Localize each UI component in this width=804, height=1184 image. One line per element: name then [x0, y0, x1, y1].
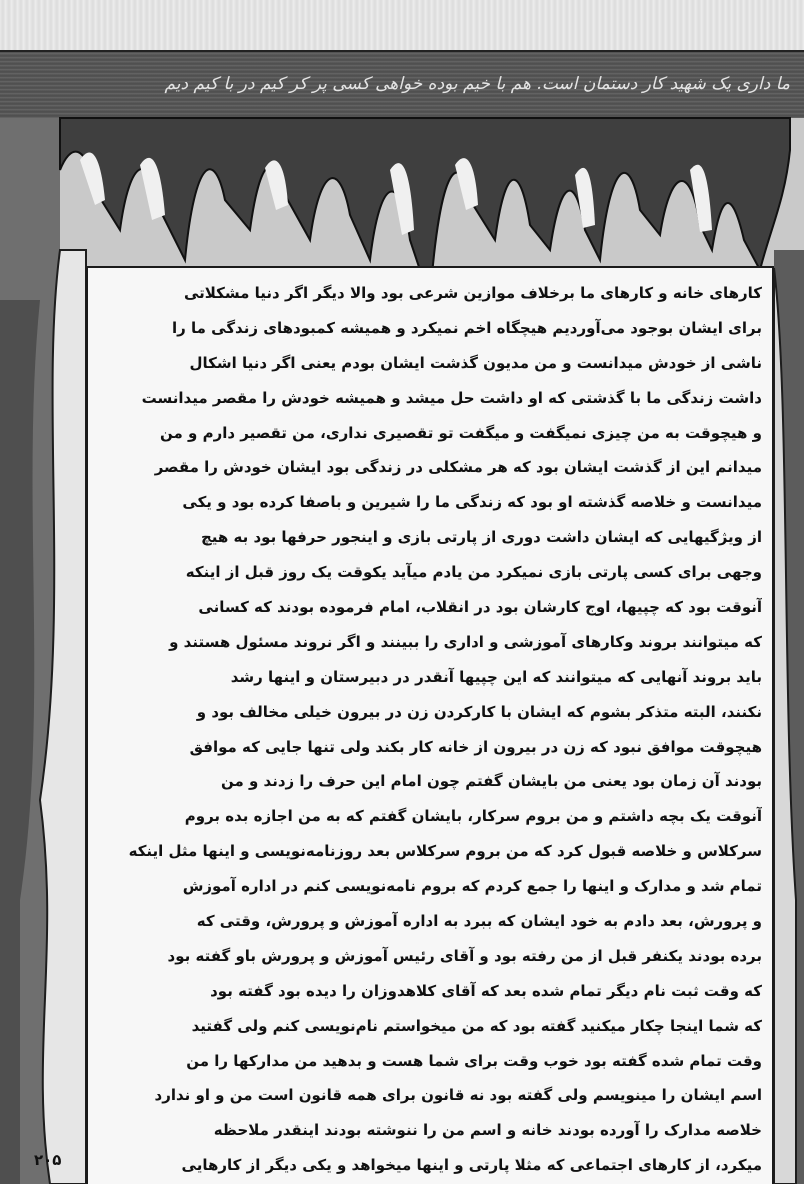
- text-line: هیچوقت موافق نبود که زن در بیرون از خانه کار بکند ولی تنها جایی که موافق: [189, 737, 762, 756]
- text-line: نکنند، البته متذکر بشوم که ایشان با کارکردن زن در بیرون خیلی مخالف بود و: [196, 702, 762, 721]
- text-line: که وقت ثبت نام دیگر تمام شده بعد که آقای کلاهدوزان را دیده بود گفته بود: [210, 981, 762, 1000]
- text-line: باید بروند آنهایی که میتوانند که این چپیها آنقدر در دبیرستان و اینها رشد: [230, 667, 762, 686]
- text-line: که میتوانند بروند وکارهای آموزشی و اداری را ببینند و اگر نروند مسئول هستند و: [169, 632, 762, 651]
- text-line: آنوقت بود که چپیها، اوج کارشان بود در انقلاب، امام فرموده بودند که کسانی: [198, 598, 762, 617]
- text-line: کارهای خانه و کارهای ما برخلاف موازین شرعی بود والا دیگر اگر دنیا مشکلاتی: [183, 284, 762, 302]
- text-line: آنوقت یک بچه داشتم و من بروم سرکار، بایشان گفتم که به من اجازه بده بروم: [184, 807, 762, 826]
- text-line: و پرورش، بعد دادم به خود ایشان که ببرد به اداره آموزش و پرورش، وقتی که: [196, 912, 762, 931]
- text-line: میدانست و خلاصه گذشته او بود که زندگی ما را شیرین و باصفا کرده بود و یکی: [182, 493, 762, 512]
- text-line: ناشی از خودش میدانست و من مدیون گذشت ایشان بودم یعنی اگر دنیا اشکال: [189, 353, 762, 372]
- text-line: و هیچوقت به من چیزی نمیگفت و میگفت تو تقصیری نداری، من تقصیر دارم و من: [160, 423, 762, 442]
- text-line: وقت تمام شده گفته بود خوب وقت برای شما هست و بدهید من مدارکها را من: [186, 1051, 762, 1070]
- text-line: اسم ایشان را مینویسم ولی گفته بود نه قانون برای همه قانون است من و او ندارد: [154, 1086, 762, 1105]
- text-line: تمام شد و مدارک و اینها را جمع کردم که بروم نامه‌نویسی کنم در اداره آموزش: [182, 877, 762, 896]
- text-line: میکرد، از کارهای اجتماعی که مثلا پارتی و اینها میخواهد و یکی دیگر از کارهایی: [181, 1156, 762, 1175]
- page-number: ۲۰۵: [34, 1151, 62, 1169]
- text-line: برده بودند یکنفر قبل از من رفته بود و آقای رئیس آموزش و پرورش باو گفته بود: [167, 946, 762, 965]
- text-line: داشت زندگی ما با گذشتی که او داشت حل میشد و همیشه خودش را مقصر میدانست: [141, 388, 762, 407]
- text-line: از ویژگیهایی که ایشان داشت دوری از پارتی بازی و اینجور حرفها بود به هیچ: [200, 528, 762, 547]
- text-line: خلاصه مدارک را آورده بودند خانه و اسم من را ننوشته بودند اینقدر ملاحظه: [213, 1121, 762, 1140]
- text-line: وجهی برای کسی پارتی بازی نمیکرد من یادم میآید یکوقت یک روز قبل از اینکه: [185, 563, 762, 582]
- text-line: که شما اینجا چکار میکنید گفته بود که من میخواستم نام‌نویسی کنم ولی گفتید: [191, 1016, 762, 1035]
- text-line: سرکلاس و خلاصه قبول کرد که من بروم سرکلاس بعد روزنامه‌نویسی و اینها مثل اینکه: [128, 842, 762, 861]
- article-text: [96, 276, 762, 1183]
- header-caption: ما داری یک شهید کار دستمان است. هم با خیم بوده خواهی کسی پر کر کیم در با کیم دیم: [164, 74, 790, 94]
- text-line: بودند آن زمان بود یعنی من بایشان گفتم چون امام این حرف را زدند و من: [220, 772, 762, 791]
- text-line: برای ایشان بوجود می‌آوردیم هیچگاه اخم نمیکرد و همیشه کمبودهای زندگی ما را: [172, 318, 762, 337]
- text-line: میدانم این از گذشت ایشان بود که هر مشکلی در زندگی بود ایشان خودش را مقصر: [154, 458, 762, 477]
